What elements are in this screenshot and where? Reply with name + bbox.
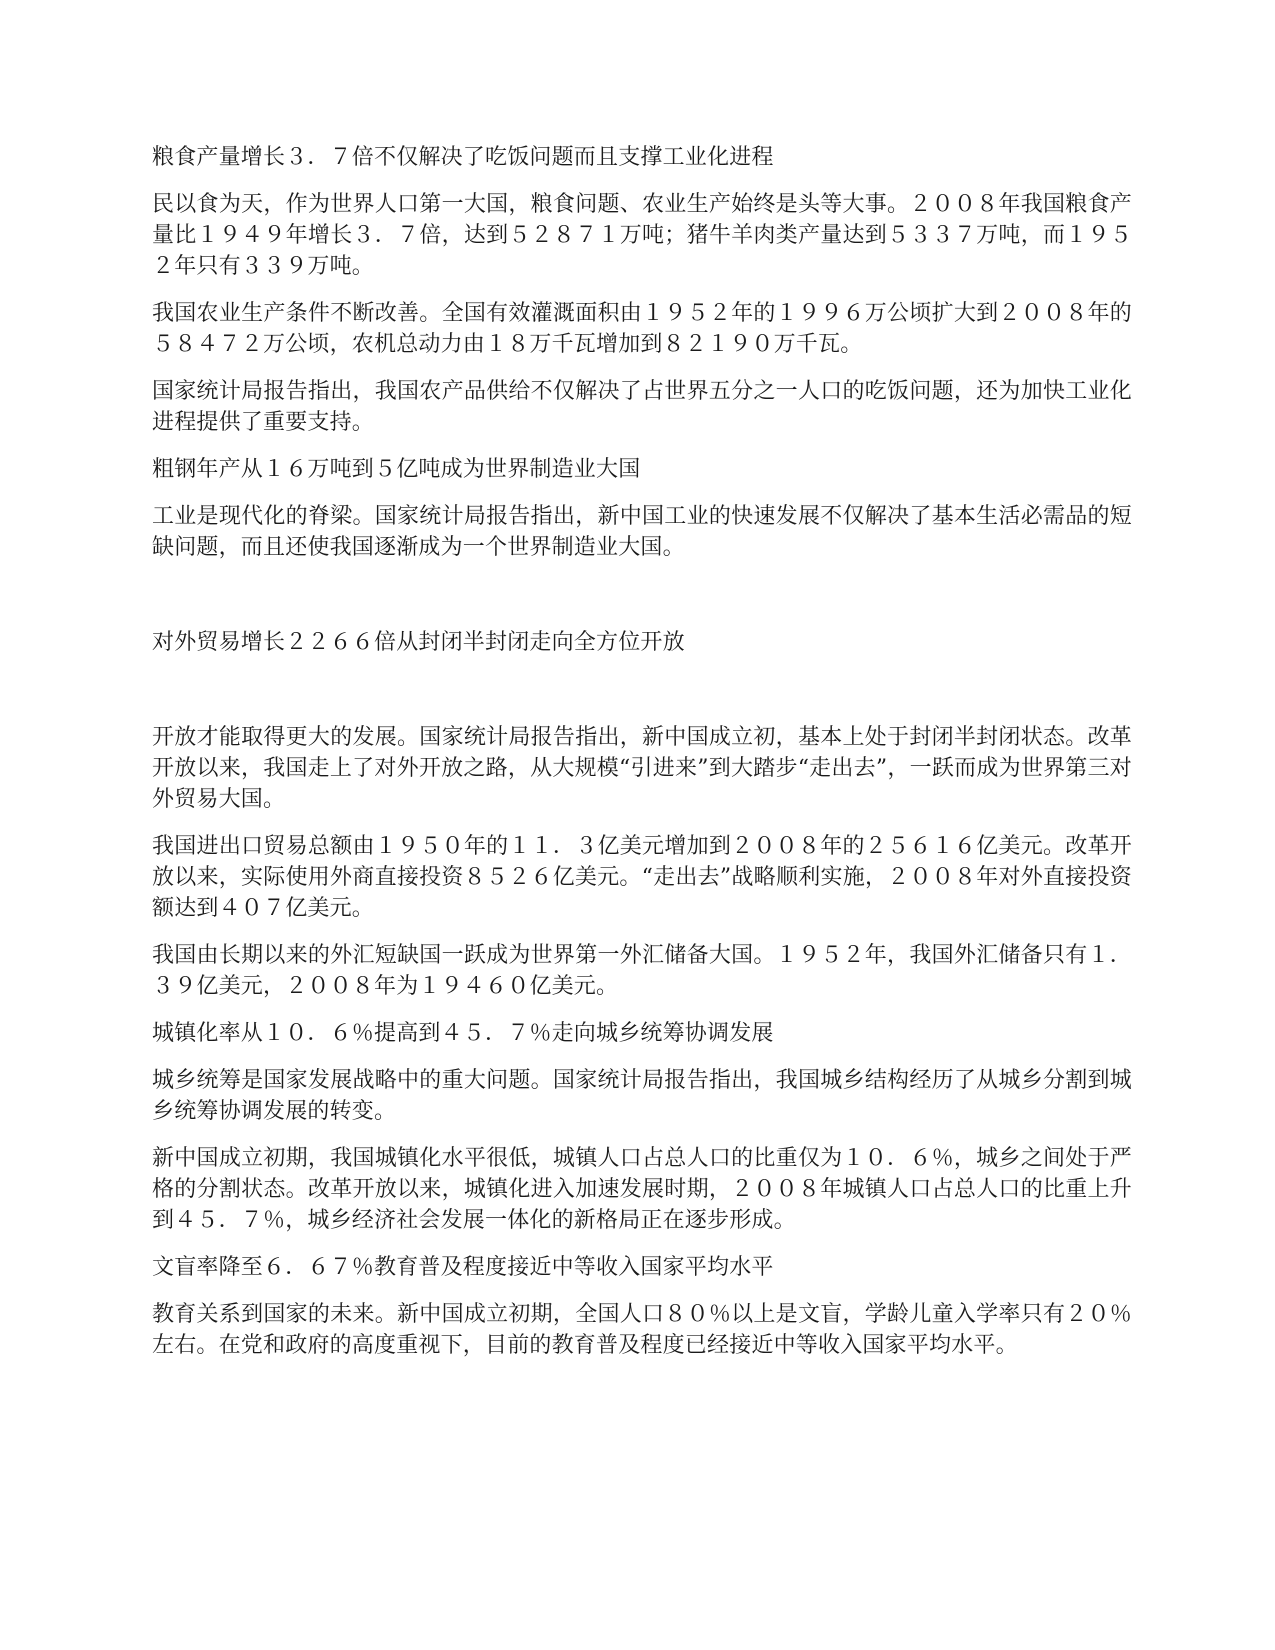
- paragraph-education: 教育关系到国家的未来。新中国成立初期，全国人口８０％以上是文盲，学龄儿童入学率只有２０％左右。在党和政府的高度重视下，目前的教育普及程度已经接近中等收入国家平均水平。: [152, 1302, 1132, 1358]
- paragraph-agriculture-conditions: 我国农业生产条件不断改善。全国有效灌溉面积由１９５２年的１９９６万公顷扩大到２００８年的５８４７２万公顷，农机总动力由１８万千瓦增加到８２１９０万千瓦。: [152, 301, 1132, 357]
- paragraph-grain-output: 民以食为天，作为世界人口第一大国，粮食问题、农业生产始终是头等大事。２００８年我国粮食产量比１９４９年增长３．７倍，达到５２８７１万吨；猪牛羊肉类产量达到５３３７万吨，而１９５２年只有３３９万吨。: [152, 192, 1132, 279]
- paragraph-trade-volume: 我国进出口贸易总额由１９５０年的１１．３亿美元增加到２００８年的２５６１６亿美元。改革开放以来，实际使用外商直接投资８５２６亿美元。“走出去”战略顺利实施，２００８年对外直接投资额达到４０７亿美元。: [152, 834, 1132, 921]
- heading-trade: 对外贸易增长２２６６倍从封闭半封闭走向全方位开放: [152, 630, 685, 655]
- paragraph-opening-up: 开放才能取得更大的发展。国家统计局报告指出，新中国成立初，基本上处于封闭半封闭状态。改革开放以来，我国走上了对外开放之路，从大规模“引进来”到大踏步“走出去”，一跃而成为世界第三对外贸易大国。: [152, 725, 1132, 812]
- heading-steel: 粗钢年产从１６万吨到５亿吨成为世界制造业大国: [152, 457, 641, 482]
- paragraph-agriculture-supply: 国家统计局报告指出，我国农产品供给不仅解决了占世界五分之一人口的吃饭问题，还为加快工业化进程提供了重要支持。: [152, 379, 1132, 435]
- paragraph-industry: 工业是现代化的脊梁。国家统计局报告指出，新中国工业的快速发展不仅解决了基本生活必需品的短缺问题，而且还使我国逐渐成为一个世界制造业大国。: [152, 504, 1132, 560]
- heading-literacy: 文盲率降至６．６７％教育普及程度接近中等收入国家平均水平: [152, 1255, 774, 1280]
- heading-urbanization: 城镇化率从１０．６％提高到４５．７％走向城乡统筹协调发展: [152, 1021, 774, 1046]
- document-page: [152, 142, 1132, 1377]
- paragraph-urban-rural: 城乡统筹是国家发展战略中的重大问题。国家统计局报告指出，我国城乡结构经历了从城乡分割到城乡统筹协调发展的转变。: [152, 1068, 1132, 1124]
- heading-grain: 粮食产量增长３．７倍不仅解决了吃饭问题而且支撑工业化进程: [152, 145, 774, 170]
- paragraph-urbanization-rate: 新中国成立初期，我国城镇化水平很低，城镇人口占总人口的比重仅为１０．６％，城乡之间处于严格的分割状态。改革开放以来，城镇化进入加速发展时期，２００８年城镇人口占总人口的比重上升到４５．７％，城乡经济社会发展一体化的新格局正在逐步形成。: [152, 1146, 1132, 1233]
- paragraph-forex-reserves: 我国由长期以来的外汇短缺国一跃成为世界第一外汇储备大国。１９５２年，我国外汇储备只有１．３９亿美元，２００８年为１９４６０亿美元。: [152, 943, 1132, 999]
